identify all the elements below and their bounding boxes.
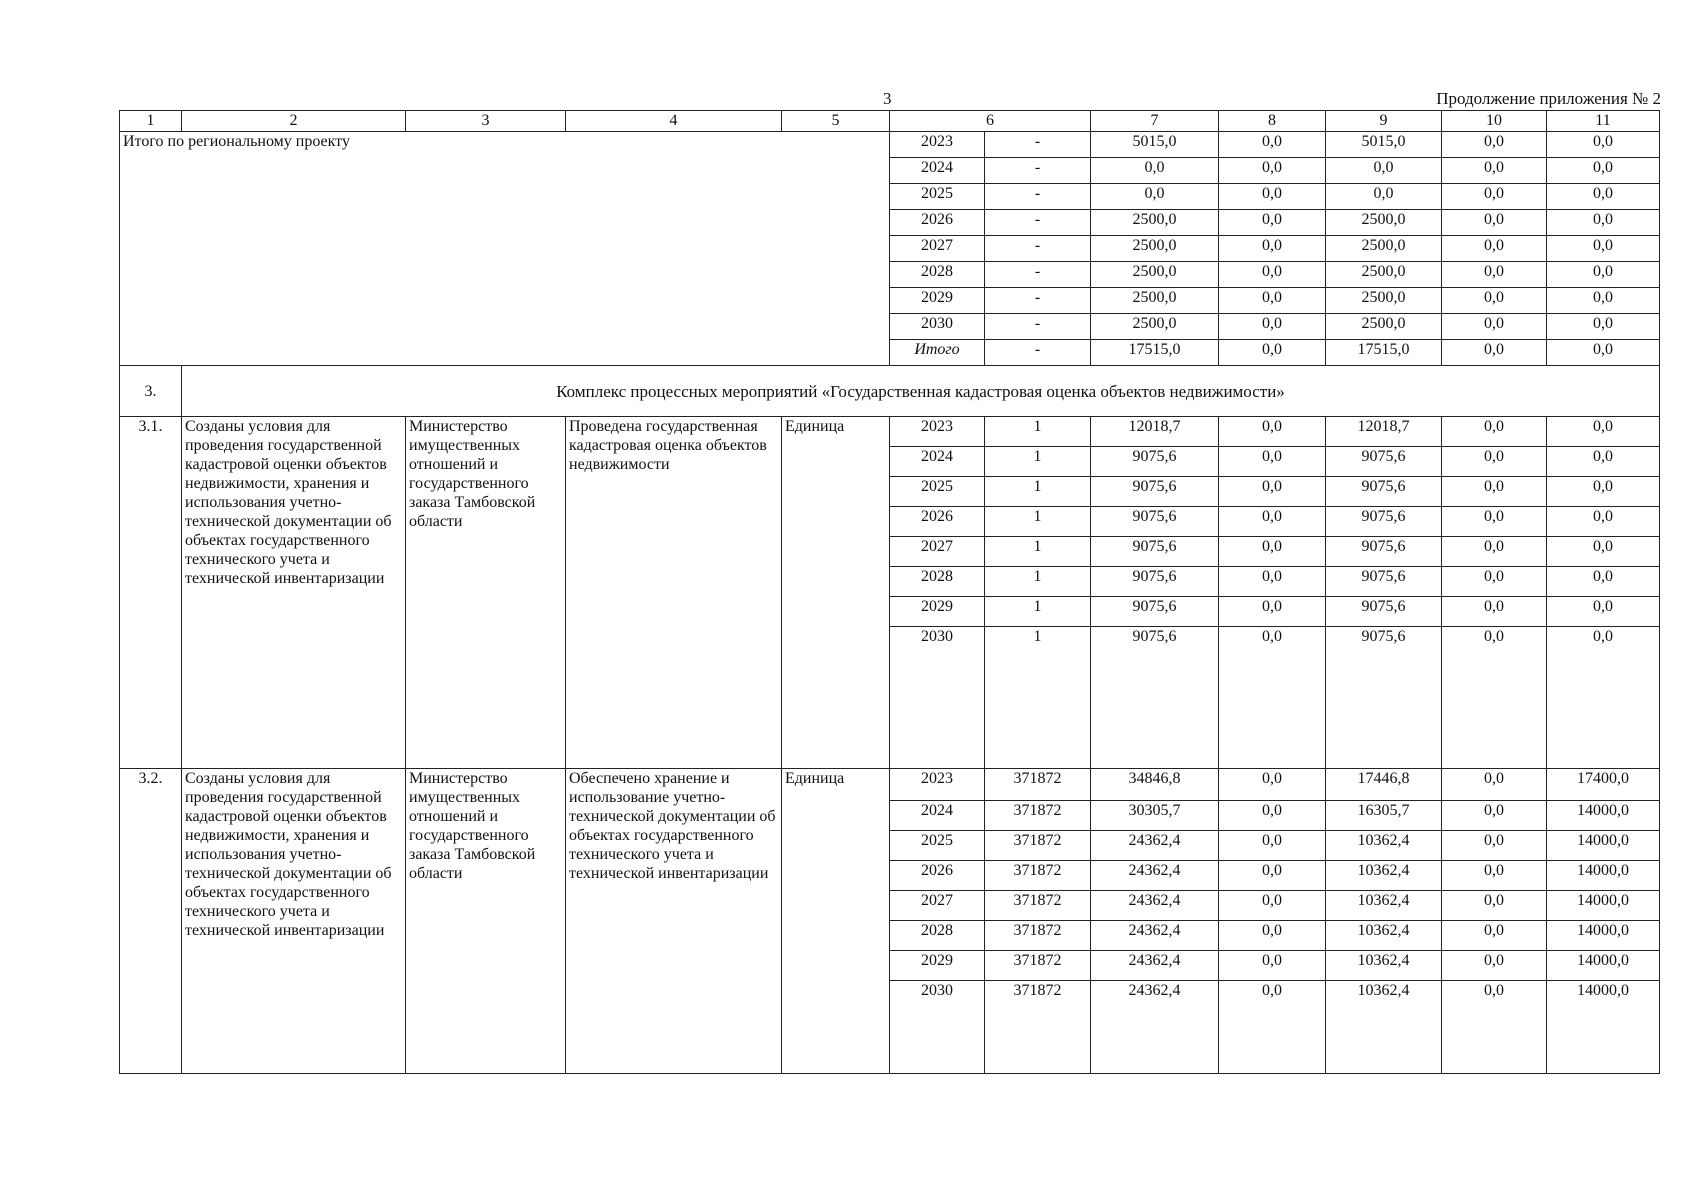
value-cell: 2500,0 <box>1091 314 1219 340</box>
value-cell: 0,0 <box>1219 951 1326 981</box>
continuation-label: Продолжение приложения № 2 <box>1436 89 1661 108</box>
value-cell: 0,0 <box>1219 314 1326 340</box>
value-cell: - <box>985 288 1091 314</box>
value-cell: 9075,6 <box>1326 567 1442 597</box>
spacer-cell <box>1442 656 1547 769</box>
value-cell: 24362,4 <box>1091 831 1219 861</box>
value-cell: 0,0 <box>1547 597 1660 627</box>
value-cell: - <box>985 184 1091 210</box>
value-cell: - <box>985 158 1091 184</box>
value-cell: 0,0 <box>1219 184 1326 210</box>
value-cell: 0,0 <box>1442 417 1547 447</box>
value-cell: 5015,0 <box>1091 132 1219 158</box>
value-cell: 0,0 <box>1547 288 1660 314</box>
value-cell: 10362,4 <box>1326 891 1442 921</box>
value-cell: 0,0 <box>1442 447 1547 477</box>
value-cell: - <box>985 236 1091 262</box>
item-unit: Единица <box>782 417 890 769</box>
value-cell: 0,0 <box>1547 210 1660 236</box>
value-cell: 14000,0 <box>1547 861 1660 891</box>
value-cell: 14000,0 <box>1547 891 1660 921</box>
value-cell: 9075,6 <box>1091 537 1219 567</box>
value-cell: 0,0 <box>1547 262 1660 288</box>
value-cell: 1 <box>985 627 1091 657</box>
section-title: Комплекс процессных мероприятий «Государственная кадастровая оценка объектов недвижимости» <box>182 366 1660 417</box>
year-cell: 2026 <box>890 861 985 891</box>
value-cell: 9075,6 <box>1091 567 1219 597</box>
section-number: 3. <box>120 366 182 417</box>
value-cell: 0,0 <box>1219 891 1326 921</box>
column-number: 10 <box>1442 111 1547 132</box>
spacer-cell <box>890 1010 985 1074</box>
year-cell: 2030 <box>890 627 985 657</box>
value-cell: 0,0 <box>1547 507 1660 537</box>
value-cell: 0,0 <box>1219 831 1326 861</box>
value-cell: 0,0 <box>1091 158 1219 184</box>
value-cell: 0,0 <box>1219 447 1326 477</box>
value-cell: 34846,8 <box>1091 769 1219 801</box>
year-cell: 2028 <box>890 262 985 288</box>
value-cell: 0,0 <box>1219 981 1326 1011</box>
value-cell: 24362,4 <box>1091 921 1219 951</box>
spacer-cell <box>985 656 1091 769</box>
value-cell: 10362,4 <box>1326 951 1442 981</box>
value-cell: 371872 <box>985 891 1091 921</box>
value-cell: 0,0 <box>1219 262 1326 288</box>
value-cell: 0,0 <box>1442 184 1547 210</box>
value-cell: 0,0 <box>1442 627 1547 657</box>
value-cell: - <box>985 210 1091 236</box>
spacer-cell <box>890 656 985 769</box>
item-unit: Единица <box>782 769 890 1074</box>
value-cell: 17400,0 <box>1547 769 1660 801</box>
value-cell: 0,0 <box>1442 831 1547 861</box>
value-cell: 16305,7 <box>1326 801 1442 831</box>
item-executor: Министерство имущественных отношений и государственного заказа Тамбовской области <box>406 417 566 769</box>
value-cell: 10362,4 <box>1326 831 1442 861</box>
spacer-cell <box>1442 1010 1547 1074</box>
value-cell: 10362,4 <box>1326 861 1442 891</box>
year-cell: 2025 <box>890 831 985 861</box>
year-cell: 2024 <box>890 447 985 477</box>
column-number: 3 <box>406 111 566 132</box>
value-cell: 1 <box>985 477 1091 507</box>
value-cell: 9075,6 <box>1091 477 1219 507</box>
value-cell: 2500,0 <box>1091 210 1219 236</box>
value-cell: 0,0 <box>1547 340 1660 366</box>
spacer-cell <box>1219 656 1326 769</box>
spacer-cell <box>1091 1010 1219 1074</box>
value-cell: 0,0 <box>1442 597 1547 627</box>
year-cell: 2029 <box>890 951 985 981</box>
value-cell: 2500,0 <box>1091 262 1219 288</box>
year-cell: Итого <box>890 340 985 366</box>
value-cell: 0,0 <box>1219 132 1326 158</box>
column-number: 1 <box>120 111 182 132</box>
value-cell: 24362,4 <box>1091 861 1219 891</box>
value-cell: 9075,6 <box>1091 627 1219 657</box>
table-row <box>120 769 1660 801</box>
total-label: Итого по региональному проекту <box>120 132 890 366</box>
value-cell: 371872 <box>985 831 1091 861</box>
value-cell: 5015,0 <box>1326 132 1442 158</box>
year-cell: 2029 <box>890 288 985 314</box>
value-cell: 0,0 <box>1219 507 1326 537</box>
year-cell: 2027 <box>890 236 985 262</box>
value-cell: 14000,0 <box>1547 981 1660 1011</box>
value-cell: 0,0 <box>1442 262 1547 288</box>
value-cell: 9075,6 <box>1091 507 1219 537</box>
value-cell: 0,0 <box>1442 477 1547 507</box>
value-cell: - <box>985 262 1091 288</box>
year-cell: 2023 <box>890 769 985 801</box>
value-cell: 0,0 <box>1219 236 1326 262</box>
value-cell: 14000,0 <box>1547 951 1660 981</box>
item-number: 3.1. <box>120 417 182 769</box>
column-number: 9 <box>1326 111 1442 132</box>
value-cell: 0,0 <box>1326 158 1442 184</box>
value-cell: 0,0 <box>1442 951 1547 981</box>
column-number: 4 <box>566 111 782 132</box>
spacer-cell <box>1326 1010 1442 1074</box>
value-cell: 0,0 <box>1547 314 1660 340</box>
value-cell: 0,0 <box>1219 417 1326 447</box>
value-cell: 0,0 <box>1442 132 1547 158</box>
value-cell: 0,0 <box>1442 567 1547 597</box>
value-cell: 0,0 <box>1547 132 1660 158</box>
year-cell: 2026 <box>890 210 985 236</box>
value-cell: 371872 <box>985 769 1091 801</box>
year-cell: 2025 <box>890 477 985 507</box>
value-cell: 9075,6 <box>1091 597 1219 627</box>
value-cell: 0,0 <box>1442 861 1547 891</box>
year-cell: 2024 <box>890 158 985 184</box>
year-cell: 2028 <box>890 921 985 951</box>
value-cell: 0,0 <box>1219 210 1326 236</box>
value-cell: 0,0 <box>1442 891 1547 921</box>
value-cell: 0,0 <box>1219 477 1326 507</box>
value-cell: 0,0 <box>1442 801 1547 831</box>
value-cell: 0,0 <box>1442 236 1547 262</box>
table-row <box>120 132 1660 158</box>
value-cell: 14000,0 <box>1547 801 1660 831</box>
year-cell: 2024 <box>890 801 985 831</box>
value-cell: 2500,0 <box>1326 210 1442 236</box>
year-cell: 2023 <box>890 132 985 158</box>
spacer-cell <box>985 1010 1091 1074</box>
year-cell: 2027 <box>890 891 985 921</box>
value-cell: 0,0 <box>1219 567 1326 597</box>
spacer-cell <box>1326 656 1442 769</box>
item-executor: Министерство имущественных отношений и государственного заказа Тамбовской области <box>406 769 566 1074</box>
value-cell: 9075,6 <box>1326 627 1442 657</box>
table-row <box>120 417 1660 447</box>
value-cell: 0,0 <box>1547 627 1660 657</box>
year-cell: 2028 <box>890 567 985 597</box>
value-cell: 2500,0 <box>1091 288 1219 314</box>
value-cell: 12018,7 <box>1091 417 1219 447</box>
value-cell: 17446,8 <box>1326 769 1442 801</box>
year-cell: 2026 <box>890 507 985 537</box>
value-cell: 0,0 <box>1547 417 1660 447</box>
value-cell: 9075,6 <box>1326 537 1442 567</box>
value-cell: - <box>985 132 1091 158</box>
value-cell: 0,0 <box>1442 769 1547 801</box>
column-number-row <box>120 111 1660 132</box>
column-number: 5 <box>782 111 890 132</box>
item-task: Созданы условия для проведения государственной кадастровой оценки объектов недвижимости, хранения и использования учетно-технической документации об объектах государственного технического учета и технической инвентаризации <box>182 417 406 769</box>
year-cell: 2025 <box>890 184 985 210</box>
spacer-cell <box>1547 1010 1660 1074</box>
value-cell: 0,0 <box>1442 340 1547 366</box>
value-cell: 17515,0 <box>1326 340 1442 366</box>
value-cell: 0,0 <box>1442 507 1547 537</box>
value-cell: 0,0 <box>1442 210 1547 236</box>
value-cell: 14000,0 <box>1547 921 1660 951</box>
value-cell: 2500,0 <box>1326 288 1442 314</box>
column-number: 6 <box>890 111 1091 132</box>
value-cell: 0,0 <box>1219 921 1326 951</box>
value-cell: 0,0 <box>1219 627 1326 657</box>
value-cell: 0,0 <box>1547 158 1660 184</box>
spacer-cell <box>1091 656 1219 769</box>
column-number: 8 <box>1219 111 1326 132</box>
value-cell: 0,0 <box>1219 288 1326 314</box>
page-number: 3 <box>883 89 892 108</box>
value-cell: - <box>985 340 1091 366</box>
value-cell: 2500,0 <box>1091 236 1219 262</box>
value-cell: 0,0 <box>1219 537 1326 567</box>
value-cell: 30305,7 <box>1091 801 1219 831</box>
value-cell: 0,0 <box>1547 447 1660 477</box>
value-cell: 1 <box>985 597 1091 627</box>
year-cell: 2023 <box>890 417 985 447</box>
value-cell: 0,0 <box>1547 567 1660 597</box>
value-cell: 9075,6 <box>1091 447 1219 477</box>
value-cell: 1 <box>985 507 1091 537</box>
value-cell: 0,0 <box>1442 158 1547 184</box>
value-cell: 1 <box>985 567 1091 597</box>
value-cell: 0,0 <box>1442 921 1547 951</box>
value-cell: 12018,7 <box>1326 417 1442 447</box>
item-task: Созданы условия для проведения государственной кадастровой оценки объектов недвижимости, хранения и использования учетно-технической документации об объектах государственного технического учета и технической инвентаризации <box>182 769 406 1074</box>
value-cell: 2500,0 <box>1326 236 1442 262</box>
value-cell: 24362,4 <box>1091 891 1219 921</box>
value-cell: 0,0 <box>1219 801 1326 831</box>
value-cell: 17515,0 <box>1091 340 1219 366</box>
value-cell: 0,0 <box>1442 314 1547 340</box>
value-cell: 0,0 <box>1547 184 1660 210</box>
value-cell: 0,0 <box>1219 769 1326 801</box>
value-cell: 9075,6 <box>1326 597 1442 627</box>
value-cell: 9075,6 <box>1326 447 1442 477</box>
value-cell: 0,0 <box>1219 597 1326 627</box>
year-cell: 2030 <box>890 314 985 340</box>
column-number: 7 <box>1091 111 1219 132</box>
value-cell: 24362,4 <box>1091 951 1219 981</box>
value-cell: 0,0 <box>1547 537 1660 567</box>
value-cell: 0,0 <box>1219 340 1326 366</box>
value-cell: 9075,6 <box>1326 507 1442 537</box>
value-cell: 0,0 <box>1219 861 1326 891</box>
value-cell: 371872 <box>985 921 1091 951</box>
year-cell: 2029 <box>890 597 985 627</box>
column-number: 2 <box>182 111 406 132</box>
value-cell: 14000,0 <box>1547 831 1660 861</box>
value-cell: 371872 <box>985 981 1091 1011</box>
spacer-cell <box>1547 656 1660 769</box>
value-cell: 0,0 <box>1547 477 1660 507</box>
value-cell: - <box>985 314 1091 340</box>
value-cell: 371872 <box>985 951 1091 981</box>
budget-table <box>119 110 1660 1074</box>
value-cell: 0,0 <box>1219 158 1326 184</box>
value-cell: 24362,4 <box>1091 981 1219 1011</box>
item-result: Обеспечено хранение и использование учетно-технической документации об объектах государственного технического учета и технической инвентаризации <box>566 769 782 1074</box>
value-cell: 0,0 <box>1442 537 1547 567</box>
value-cell: 10362,4 <box>1326 981 1442 1011</box>
year-cell: 2030 <box>890 981 985 1011</box>
value-cell: 1 <box>985 537 1091 567</box>
value-cell: 2500,0 <box>1326 314 1442 340</box>
value-cell: 0,0 <box>1442 288 1547 314</box>
column-number: 11 <box>1547 111 1660 132</box>
value-cell: 2500,0 <box>1326 262 1442 288</box>
value-cell: 0,0 <box>1442 981 1547 1011</box>
value-cell: 371872 <box>985 801 1091 831</box>
value-cell: 0,0 <box>1547 236 1660 262</box>
value-cell: 1 <box>985 447 1091 477</box>
value-cell: 0,0 <box>1091 184 1219 210</box>
item-result: Проведена государственная кадастровая оценка объектов недвижимости <box>566 417 782 769</box>
value-cell: 0,0 <box>1326 184 1442 210</box>
value-cell: 1 <box>985 417 1091 447</box>
value-cell: 9075,6 <box>1326 477 1442 507</box>
year-cell: 2027 <box>890 537 985 567</box>
section-header-row <box>120 366 1660 417</box>
item-number: 3.2. <box>120 769 182 1074</box>
spacer-cell <box>1219 1010 1326 1074</box>
value-cell: 10362,4 <box>1326 921 1442 951</box>
value-cell: 371872 <box>985 861 1091 891</box>
